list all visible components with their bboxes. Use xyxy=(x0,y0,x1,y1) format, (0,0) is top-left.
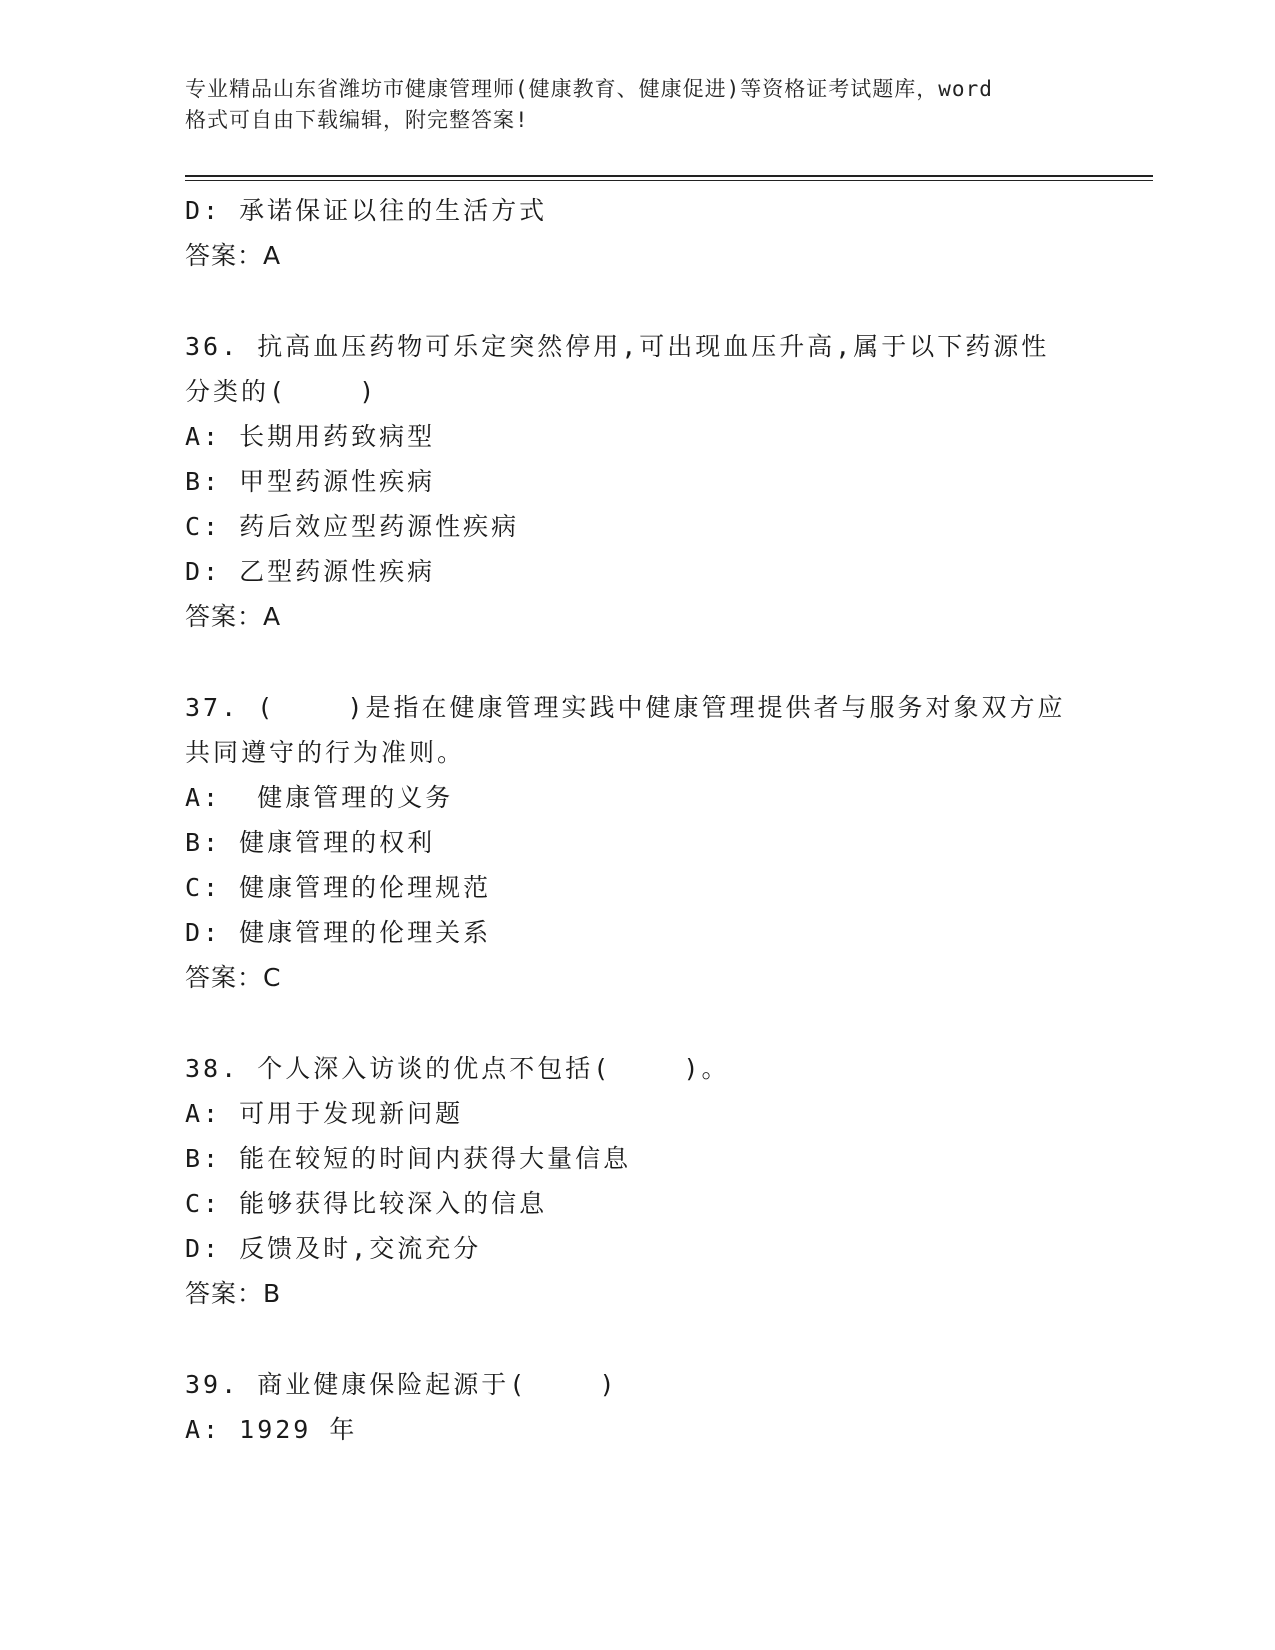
question-text: 分类的( ) xyxy=(185,377,378,406)
answer-text: 答案：A xyxy=(185,241,282,270)
question-text: 共同遵守的行为准则。 xyxy=(185,738,466,767)
option-text: C: 药后效应型药源性疾病 xyxy=(185,512,520,541)
option-text: D: 乙型药源性疾病 xyxy=(185,557,436,586)
question-text: 36. 抗高血压药物可乐定突然停用,可出现血压升高,属于以下药源性 xyxy=(185,332,1050,361)
header-divider-thin xyxy=(185,180,1153,181)
question-text: 39. 商业健康保险起源于( ) xyxy=(185,1370,618,1399)
section-spacer xyxy=(185,1000,1153,1046)
section-spacer xyxy=(185,639,1153,685)
header-divider-thick xyxy=(185,175,1153,177)
section-spacer xyxy=(185,1316,1153,1362)
document-header xyxy=(185,74,1085,136)
question-text: 38. 个人深入访谈的优点不包括( )。 xyxy=(185,1054,730,1083)
section-spacer xyxy=(185,278,1153,324)
question-text: 37. ( )是指在健康管理实践中健康管理提供者与服务对象双方应 xyxy=(185,693,1066,722)
option-text: A: 健康管理的义务 xyxy=(185,783,454,812)
header-line-2: 格式可自由下载编辑，附完整答案! xyxy=(185,108,529,132)
answer-text: 答案：A xyxy=(185,602,282,631)
option-text: C: 能够获得比较深入的信息 xyxy=(185,1189,548,1218)
answer-text: 答案：B xyxy=(185,1279,282,1308)
option-text: B: 健康管理的权利 xyxy=(185,828,436,857)
option-text: B: 能在较短的时间内获得大量信息 xyxy=(185,1144,632,1173)
option-text: D: 健康管理的伦理关系 xyxy=(185,918,492,947)
option-text: D: 反馈及时,交流充分 xyxy=(185,1234,482,1263)
option-text: A: 长期用药致病型 xyxy=(185,422,436,451)
question-list xyxy=(185,188,1153,1452)
option-text: A: 可用于发现新问题 xyxy=(185,1099,464,1128)
option-text: A: 1929 年 xyxy=(185,1415,358,1444)
option-text: B: 甲型药源性疾病 xyxy=(185,467,436,496)
option-text: D: 承诺保证以往的生活方式 xyxy=(185,196,548,225)
answer-text: 答案：C xyxy=(185,963,282,992)
option-text: C: 健康管理的伦理规范 xyxy=(185,873,492,902)
header-line-1: 专业精品山东省潍坊市健康管理师(健康教育、健康促进)等资格证考试题库，word xyxy=(185,77,993,101)
